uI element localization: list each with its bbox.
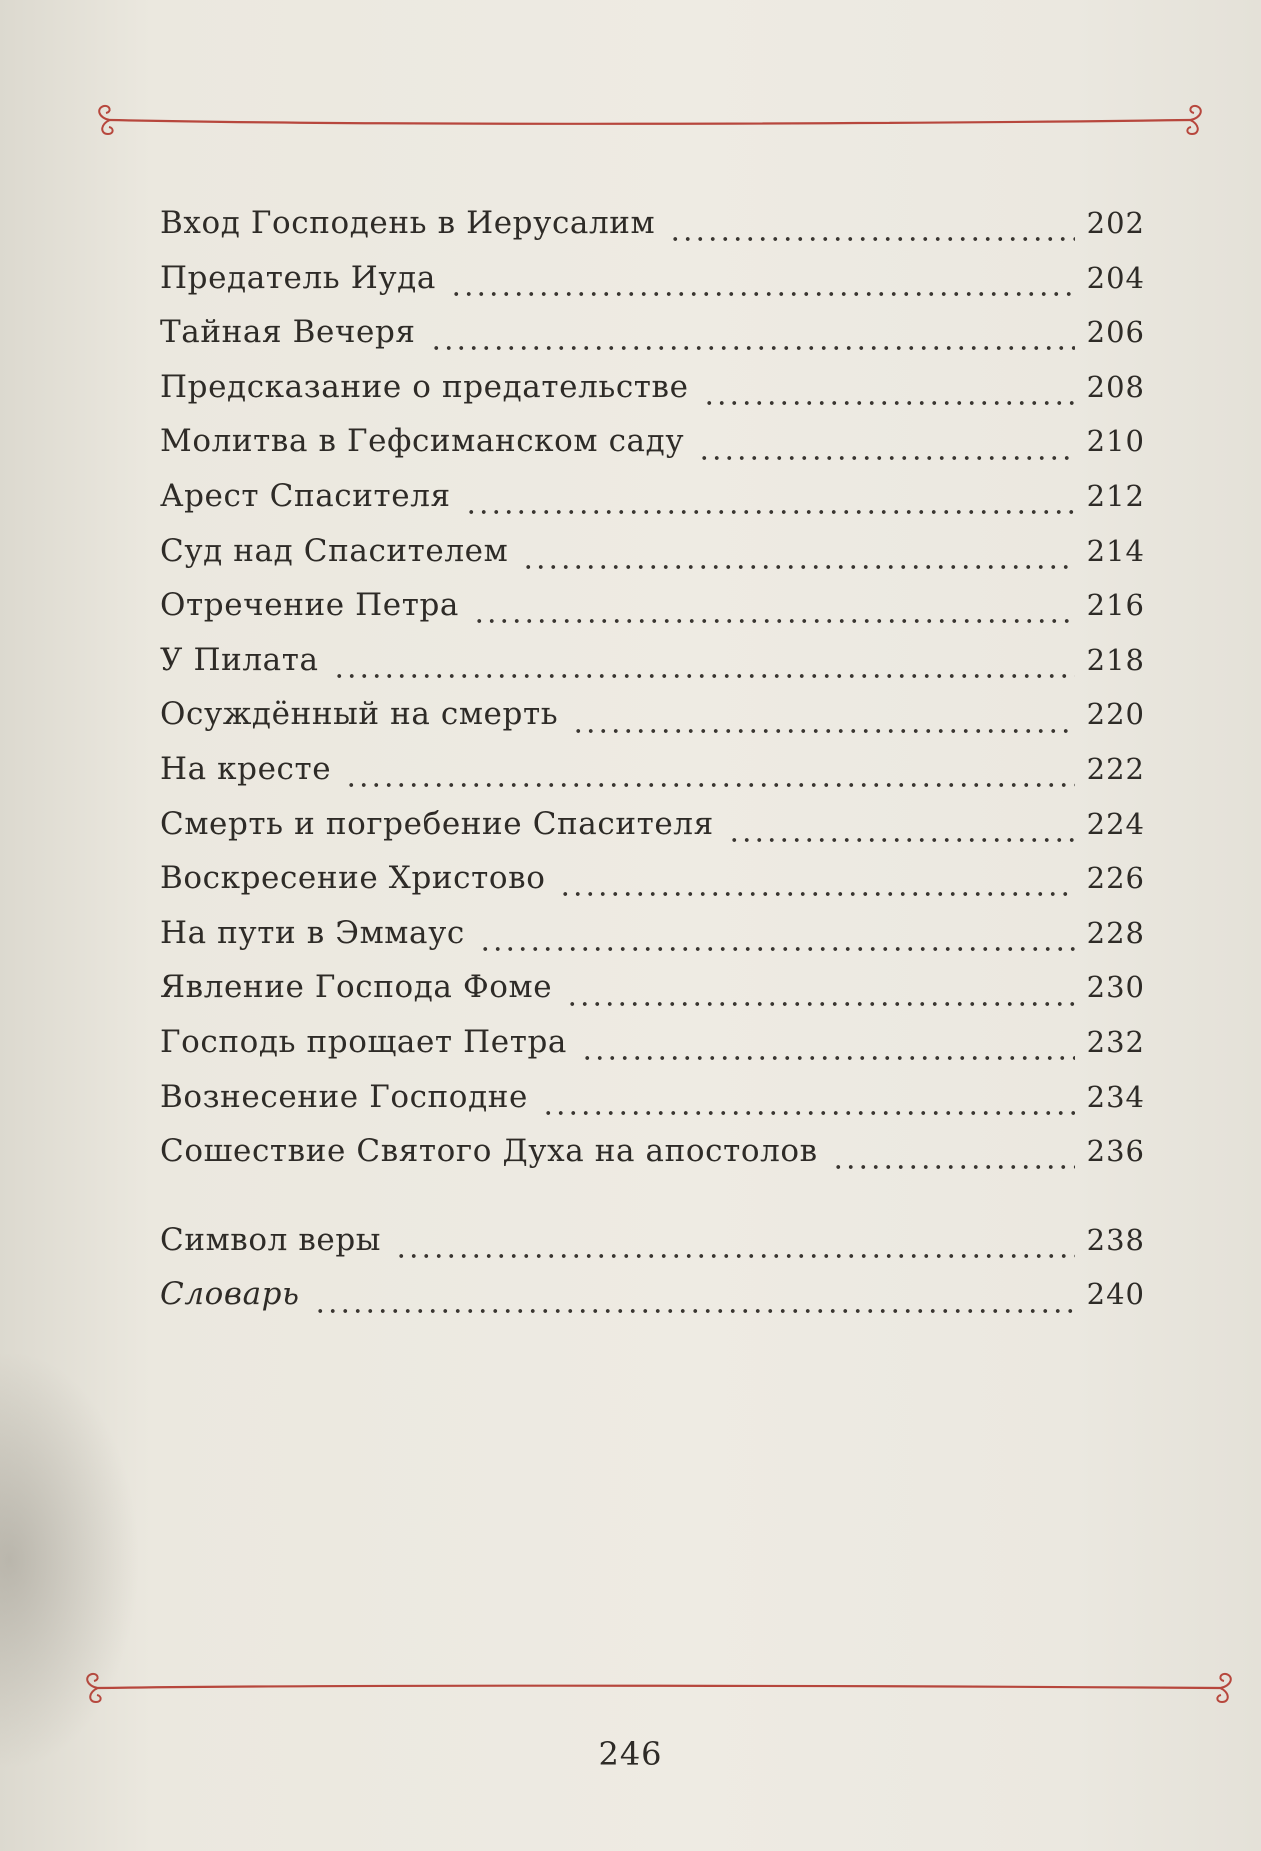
toc-entry-page: 240 [1086,1277,1145,1312]
toc-entry-page: 218 [1086,642,1145,677]
dot-leader [703,400,1075,406]
dot-leader [698,455,1074,461]
toc-entry[interactable] [160,314,1145,369]
toc-entry-page: 238 [1086,1222,1145,1257]
toc-entry[interactable] [160,423,1145,478]
toc-entry-page: 206 [1086,315,1145,350]
toc-entry[interactable] [160,205,1145,260]
toc-entry-title: Явление Господа Фоме [160,969,553,1006]
toc-entry-page: 228 [1086,915,1145,950]
toc-entry-title: Сошествие Святого Духа на апостолов [160,1133,818,1170]
bottom-ornamental-rule [84,1668,1234,1708]
toc-entry-title: Предатель Иуда [160,259,436,296]
toc-entry-page: 222 [1086,751,1145,786]
toc-entry-page: 234 [1086,1079,1145,1114]
toc-entry-symbol-of-faith[interactable] [160,1222,1145,1277]
toc-entry[interactable] [160,696,1145,751]
toc-entry-title: Предсказание о предательстве [160,368,689,405]
toc-entry-page: 226 [1086,861,1145,896]
toc-entry-page: 230 [1086,970,1145,1005]
dot-leader [430,345,1075,351]
toc-entry-glossary[interactable] [160,1276,1145,1331]
toc-entry-title: Символ веры [160,1221,382,1258]
toc-entry-page: 214 [1086,533,1145,568]
toc-entry[interactable] [160,587,1145,642]
dot-leader [479,946,1075,952]
toc-entry-title: На кресте [160,750,332,787]
dot-leader [333,673,1075,679]
toc-entry-title: Тайная Вечеря [160,314,416,351]
toc-entry-title: Арест Спасителя [160,477,451,514]
toc-entry[interactable] [160,969,1145,1024]
dot-leader [559,891,1074,897]
toc-entry-page: 210 [1086,424,1145,459]
toc-entry[interactable] [160,642,1145,697]
toc-entry-page: 236 [1086,1134,1145,1169]
dot-leader [566,1001,1074,1007]
top-ornamental-rule [96,100,1204,140]
page-number: 246 [598,1735,663,1773]
toc-entry-page: 220 [1086,697,1145,732]
toc-entry-page: 224 [1086,806,1145,841]
toc-entry[interactable] [160,478,1145,533]
toc-entry[interactable] [160,860,1145,915]
toc-entry-page: 232 [1086,1024,1145,1059]
toc-entry[interactable] [160,751,1145,806]
toc-entry[interactable] [160,369,1145,424]
toc-entry-page: 216 [1086,588,1145,623]
toc-entry-page: 202 [1086,206,1145,240]
table-of-contents [160,205,1145,1331]
dot-leader [345,782,1074,788]
toc-entry[interactable] [160,1079,1145,1134]
flourish-divider-icon [96,100,1204,140]
toc-entry-title: На пути в Эммаус [160,914,465,951]
toc-entry[interactable] [160,915,1145,970]
toc-entry[interactable] [160,1024,1145,1079]
dot-leader [395,1253,1075,1259]
dot-leader [728,837,1075,843]
toc-entry-title: Воскресение Христово [160,860,546,897]
toc-entry-title: У Пилата [160,641,319,678]
toc-entry[interactable] [160,1133,1145,1188]
dot-leader [522,564,1074,570]
toc-entry-title: Молитва в Гефсиманском саду [160,423,685,460]
dot-leader [314,1308,1075,1314]
dot-leader [581,1055,1075,1061]
dot-leader [669,236,1074,242]
section-gap [160,1188,1145,1222]
toc-entry-page: 212 [1086,478,1145,513]
toc-entry[interactable] [160,260,1145,315]
toc-entry-title: Словарь [160,1276,300,1313]
toc-entry[interactable] [160,806,1145,861]
dot-leader [465,509,1075,515]
dot-leader [542,1110,1075,1116]
toc-entry-page: 208 [1086,369,1145,404]
toc-entry-title: Вход Господень в Иерусалим [160,205,656,241]
dot-leader [473,618,1075,624]
toc-entry-title: Господь прощает Петра [160,1023,567,1060]
toc-entry-title: Смерть и погребение Спасителя [160,805,714,842]
dot-leader [572,728,1074,734]
dot-leader [832,1164,1075,1170]
flourish-divider-icon [84,1668,1234,1708]
toc-entry-title: Отречение Петра [160,587,459,624]
dot-leader [450,291,1075,297]
toc-entry-page: 204 [1086,260,1145,295]
toc-entry-title: Осуждённый на смерть [160,696,559,733]
toc-entry[interactable] [160,533,1145,588]
toc-entry-title: Суд над Спасителем [160,532,509,569]
toc-entry-title: Вознесение Господне [160,1078,528,1115]
